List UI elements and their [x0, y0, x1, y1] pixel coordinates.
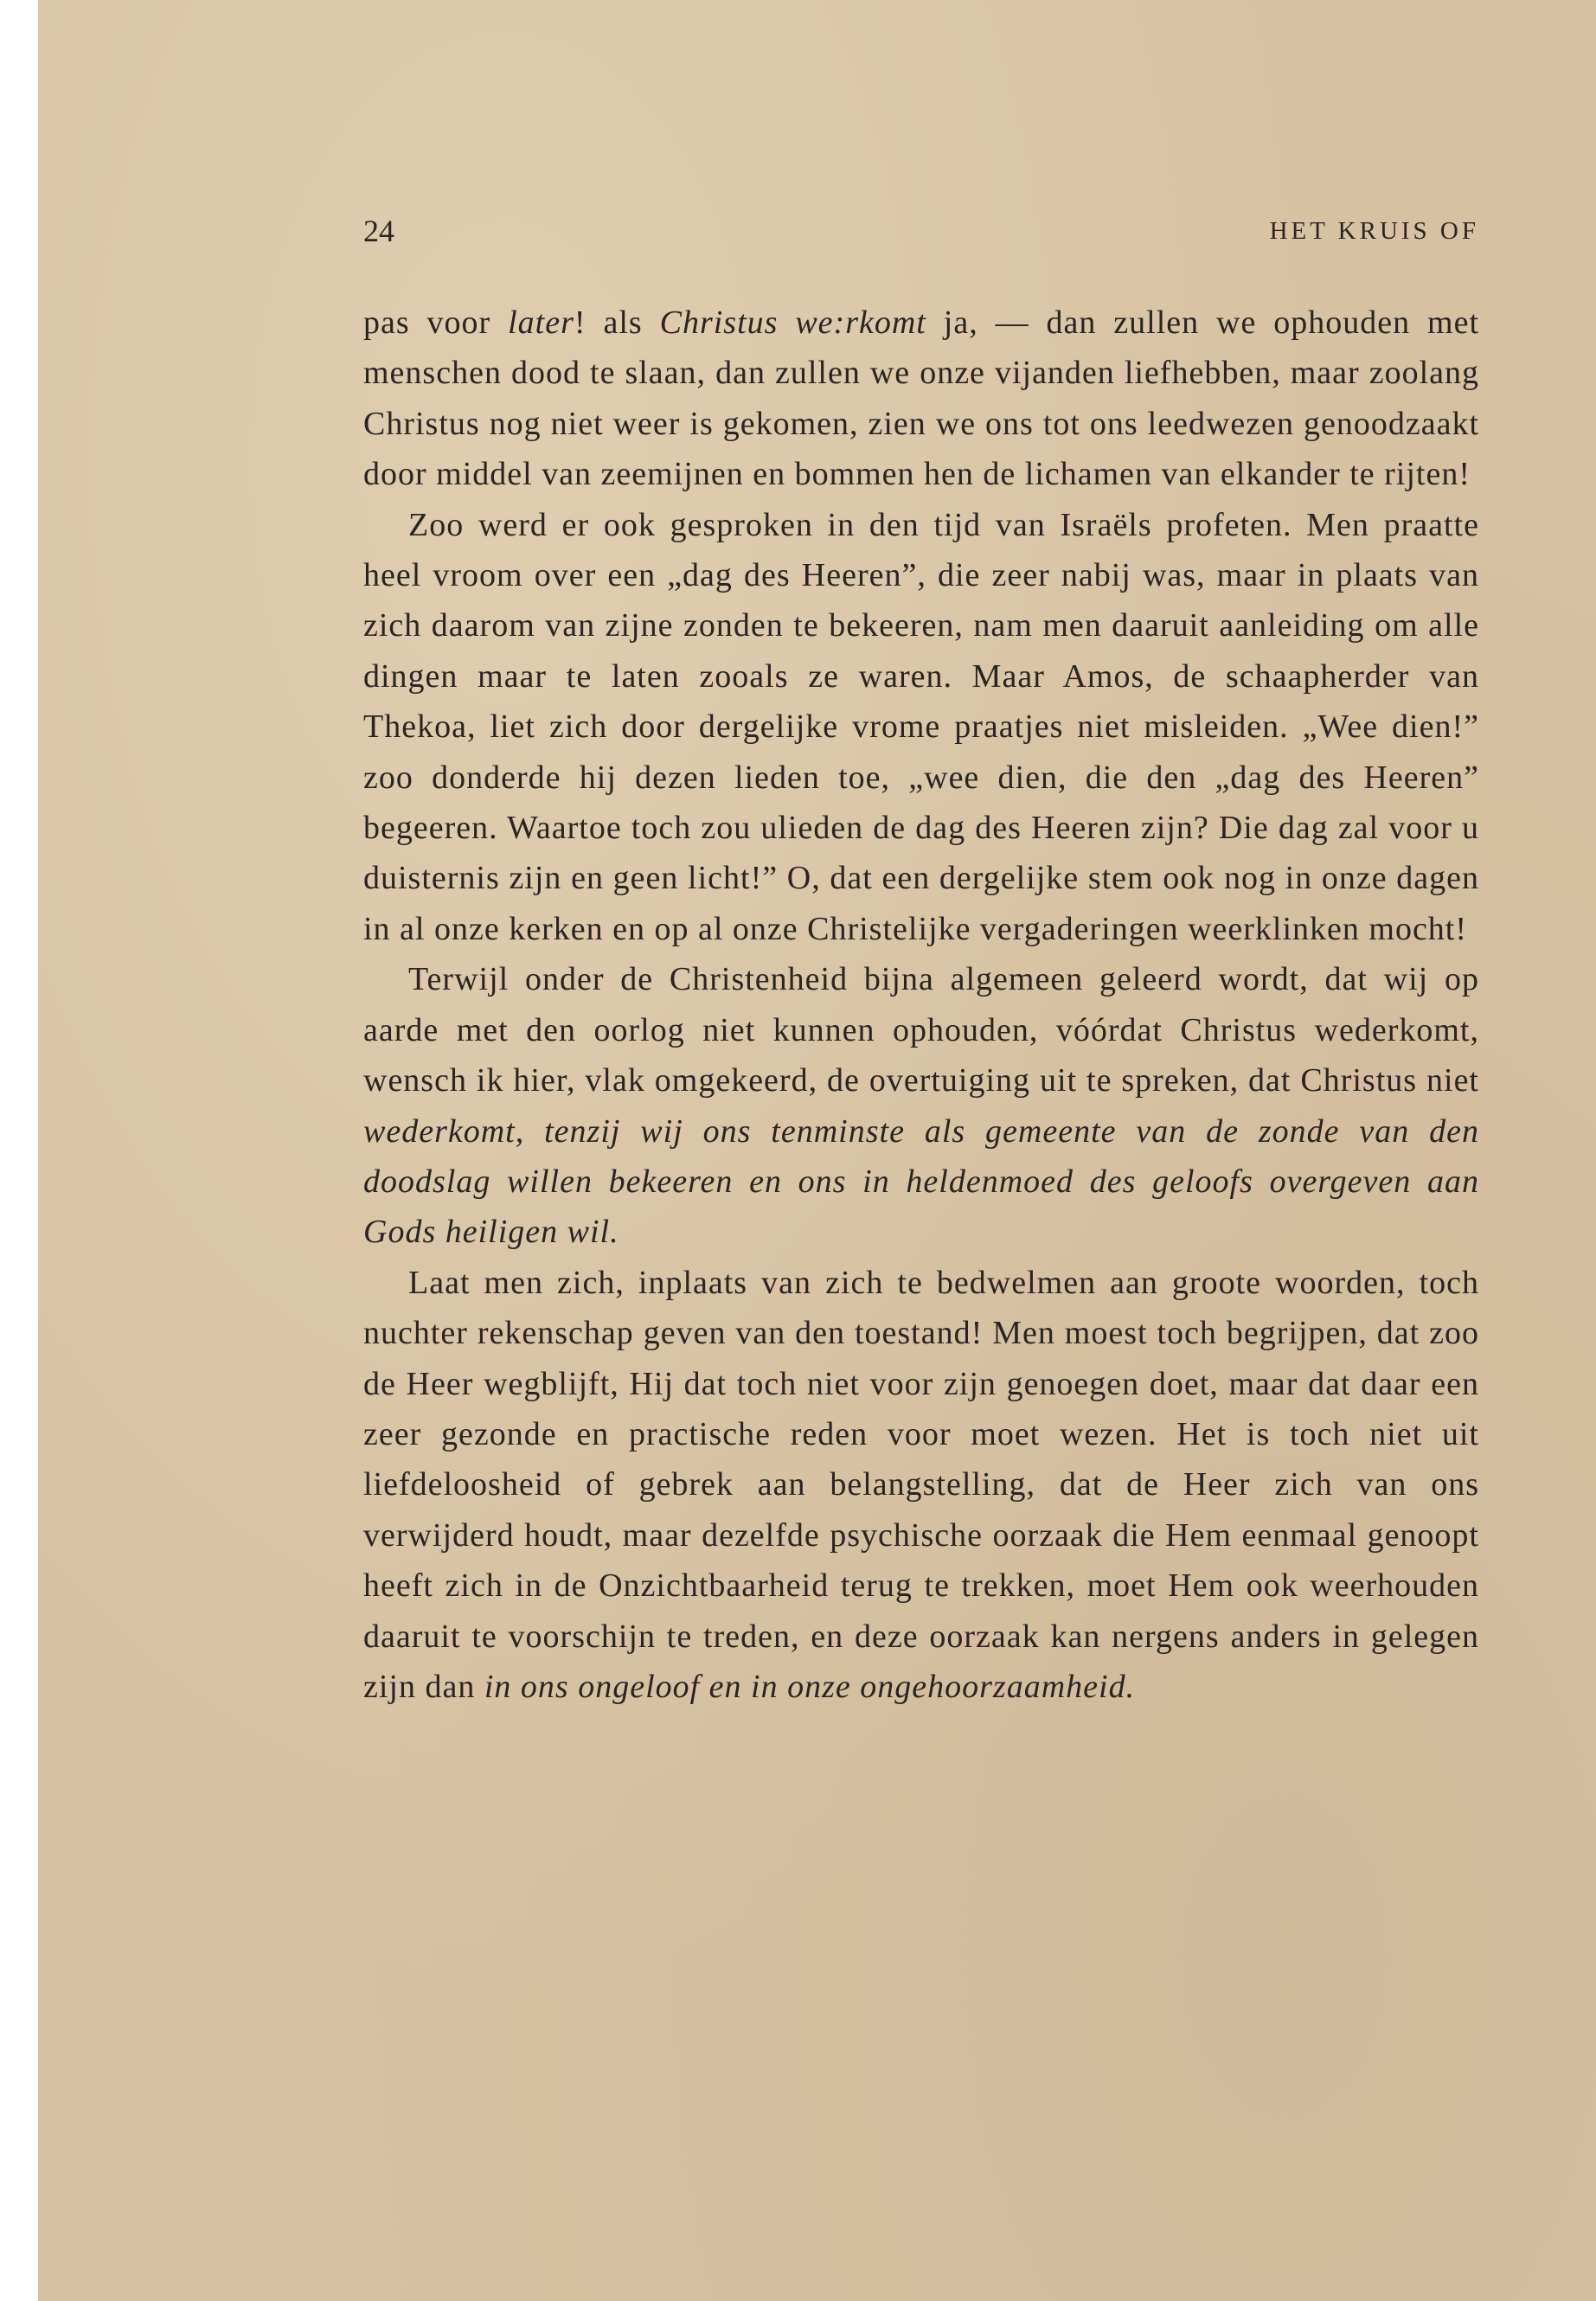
text-segment: Zoo werd er ook gesproken in den tijd van Israëls profeten. Men praatte heel vroom over een „dag des Heeren”, die zeer nabij was, maar in plaats van zich daarom van zijne zonden te bekeeren, nam men daaruit aanleiding om alle dingen maar te laten zooals ze waren. Maar Amos, de schaapherder van Thekoa, liet zich door dergelijke vrome praatjes niet misleiden. „Wee dien!” zoo donderde hij dezen lieden toe, „wee dien, die den „dag des Heeren” begeeren. Waartoe toch zou ulieden de dag des Heeren zijn? Die dag zal voor u duisternis zijn en geen licht!” O, dat een dergelijke stem ook nog in onze dagen in al onze kerken en op al onze Christelijke vergaderingen weerklinken mocht! — [363, 506, 1479, 947]
emphasis-segment: wederkomt, tenzij wij ons tenminste als gemeente van de zonde van den doodslag willen bekeeren en ons in heldenmoed des geloofs overgeven aan Gods heiligen wil. — [363, 1112, 1479, 1251]
emphasis-segment: in ons ongeloof en in onze ongehoorzaamheid. — [484, 1668, 1136, 1705]
text-segment: pas voor — [363, 304, 509, 341]
text-segment: ! als — [574, 304, 660, 341]
paragraph-2 — [363, 500, 1479, 955]
paragraph-4 — [363, 1258, 1479, 1713]
page-number: 24 — [363, 214, 394, 248]
body-text — [363, 298, 1479, 1712]
running-head: HET KRUIS OF — [1269, 217, 1479, 245]
emphasis-segment: Christus we:rkomt — [659, 304, 926, 341]
text-segment: ja, — dan zullen we ophouden met menschen dood te slaan, dan zullen we onze vijanden liefhebben, maar zoolang Christus nog niet weer is gekomen, zien we ons tot ons leedwezen genoodzaakt door middel van zeemijnen en bommen hen de lichamen van elkander te rijten! — [363, 304, 1479, 493]
text-segment: Terwijl onder de Christenheid bijna algemeen geleerd wordt, dat wij op aarde met den oorlog niet kunnen ophouden, vóórdat Christus wederkomt, wensch ik hier, vlak omgekeerd, de overtuiging uit te spreken, dat Christus niet — [363, 961, 1479, 1099]
page-header — [363, 209, 1479, 253]
paragraph-3 — [363, 954, 1479, 1257]
emphasis-segment: later — [508, 304, 574, 341]
scan-edge — [0, 0, 38, 2301]
paragraph-1 — [363, 298, 1479, 500]
text-segment: Laat men zich, inplaats van zich te bedwelmen aan groote woorden, toch nuchter rekenschap geven van den toestand! Men moest toch begrijpen, dat zoo de Heer wegblijft, Hij dat toch niet voor zijn genoegen doet, maar dat daar een zeer gezonde en practische reden voor moet wezen. Het is toch niet uit liefdeloosheid of gebrek aan belangstelling, dat de Heer zich van ons verwijderd houdt, maar dezelfde psychische oorzaak die Hem eenmaal genoopt heeft zich in de Onzichtbaarheid terug te trekken, moet Hem ook weerhouden daaruit te voorschijn te treden, en deze oorzaak kan nergens anders in gelegen zijn dan — [363, 1264, 1479, 1705]
